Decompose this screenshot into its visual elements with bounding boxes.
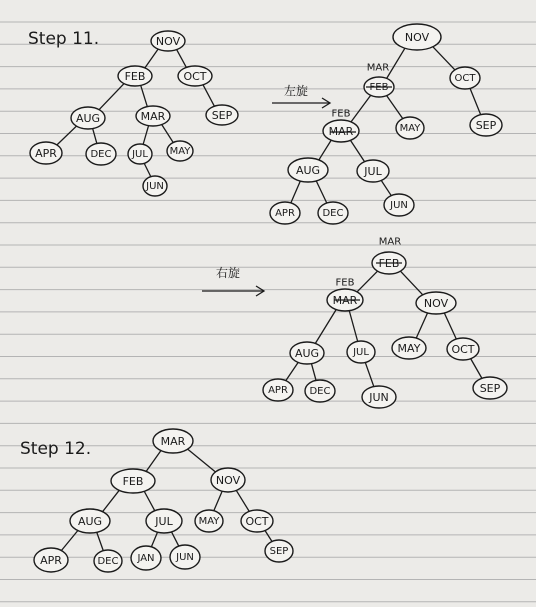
tree-node-aug [288, 158, 328, 182]
node-label: APR [268, 385, 288, 396]
tree-edge [291, 181, 301, 204]
tree-node-oct [447, 338, 479, 360]
tree-edge [143, 126, 149, 145]
tree-edge [144, 491, 155, 512]
tree-node-may [195, 510, 223, 532]
node-label: JUN [390, 200, 408, 211]
correction-text: MAR [378, 236, 402, 248]
tree-node-nov [211, 468, 245, 492]
node-label: JUN [176, 552, 194, 563]
node-label: SEP [475, 119, 497, 132]
node-label: FEB [378, 257, 400, 270]
tree-node-nov [151, 31, 185, 51]
tree-node-jun [384, 194, 414, 216]
node-label: MAR [140, 110, 166, 123]
tree-node-apr [270, 202, 300, 224]
tree-edge [386, 95, 403, 119]
tree-node-jul [357, 160, 389, 182]
node-label: NOV [215, 474, 241, 487]
tree-node-jun [143, 176, 167, 196]
tree-node-sep [473, 377, 507, 399]
left-rotation-arrow [272, 83, 330, 108]
tree-step11-right-rotated [263, 252, 507, 408]
node-label: SEP [211, 109, 233, 122]
tree-edge [350, 95, 371, 123]
tree-node-jun [170, 545, 200, 569]
tree-edge [350, 140, 365, 163]
step-12-label: Step 12. [20, 439, 92, 459]
node-label: OCT [454, 73, 476, 84]
tree-node-sep [470, 114, 502, 136]
tree-edge [98, 83, 125, 111]
tree-edge [365, 362, 374, 387]
tree-node-oct [450, 67, 480, 89]
tree-node-aug [71, 107, 105, 129]
tree-step11-left-rotated [270, 24, 502, 224]
tree-node-apr [34, 548, 68, 572]
node-label: AUG [295, 164, 321, 177]
tree-node-feb [323, 120, 359, 142]
tree-edge [176, 49, 186, 68]
tree-node-apr [30, 142, 62, 164]
tree-step11-initial [30, 31, 238, 196]
node-label: APR [35, 147, 57, 160]
tree-node-feb [118, 66, 152, 86]
tree-edge [214, 491, 223, 511]
node-label: DEC [90, 149, 112, 160]
tree-node-may [392, 337, 426, 359]
correction-text: FEB [331, 108, 351, 120]
node-label: FEB [369, 82, 389, 93]
tree-node-jul [146, 509, 182, 533]
node-label: SEP [269, 546, 289, 557]
node-label: OCT [451, 343, 475, 356]
tree-edge [144, 48, 158, 68]
tree-node-may [396, 117, 424, 139]
node-label: AUG [75, 112, 101, 125]
node-label: DEC [97, 556, 119, 567]
left-rotation-label: 左旋 [283, 84, 309, 98]
tree-node-mar [153, 429, 193, 453]
node-label: AUG [294, 347, 320, 360]
tree-node-apr [263, 379, 293, 401]
tree-edge [186, 448, 217, 473]
tree-node-dec [305, 380, 335, 402]
tree-edge [381, 180, 392, 197]
tree-node-sep [206, 105, 238, 125]
tree-edge [61, 530, 79, 552]
node-label: MAY [397, 342, 421, 355]
node-label: APR [275, 208, 295, 219]
right-rotation-label: 右旋 [215, 266, 241, 280]
node-label: JAN [137, 553, 155, 564]
tree-edge [311, 363, 316, 380]
node-label: FEB [124, 70, 146, 83]
tree-edge [315, 309, 337, 344]
node-label: NOV [155, 35, 181, 48]
node-label: MAY [399, 123, 421, 134]
node-label: APR [40, 554, 62, 567]
tree-node-mar [136, 106, 170, 126]
node-label: OCT [245, 515, 269, 528]
node-label: JUN [146, 181, 164, 192]
node-label: MAR [332, 294, 358, 307]
tree-edge [56, 125, 78, 146]
tree-node-dec [318, 202, 348, 224]
node-label: MAY [198, 516, 220, 527]
tree-node-oct [178, 66, 212, 86]
tree-edge [444, 313, 456, 340]
tree-edge [141, 85, 148, 107]
tree-edge [144, 163, 151, 177]
tree-node-jun [362, 386, 396, 408]
tree-edge [349, 311, 358, 342]
node-label: JUL [353, 347, 369, 358]
tree-edge [470, 358, 482, 379]
tree-node-nov [416, 292, 456, 314]
tree-node-dec [94, 550, 122, 572]
node-label: DEC [322, 208, 344, 219]
node-label: NOV [423, 297, 449, 310]
node-label: DEC [309, 386, 331, 397]
tree-node-jul [347, 341, 375, 363]
tree-edge [171, 531, 179, 546]
node-label: JUL [155, 515, 173, 528]
tree-edge [145, 450, 161, 473]
tree-node-aug [290, 342, 324, 364]
tree-node-aug [70, 509, 110, 533]
node-label: NOV [404, 31, 430, 44]
correction-text: FEB [335, 277, 355, 289]
tree-edge [151, 532, 158, 547]
tree-node-may [167, 141, 193, 161]
node-label: OCT [183, 70, 207, 83]
tree-edge [236, 490, 250, 512]
node-label: SEP [479, 382, 501, 395]
right-rotation-arrow [202, 265, 264, 296]
tree-node-jan [131, 546, 161, 570]
tree-edge [399, 270, 423, 296]
tree-edge [93, 128, 97, 143]
node-label: JUL [364, 165, 382, 178]
tree-edge [102, 489, 120, 513]
node-label: MAY [169, 146, 191, 157]
node-label: FEB [122, 475, 144, 488]
tree-node-jul [128, 144, 152, 164]
tree-node-oct [241, 510, 273, 532]
node-label: JUL [132, 149, 148, 160]
tree-edge [203, 84, 215, 107]
node-label: MAR [160, 435, 186, 448]
tree-node-nov [393, 24, 441, 50]
step-11-label: Step 11. [28, 29, 100, 49]
correction-text: MAR [366, 62, 390, 74]
node-label: JUN [369, 391, 389, 404]
node-label: MAR [328, 125, 354, 138]
tree-node-sep [265, 540, 293, 562]
tree-node-dec [86, 143, 116, 165]
node-label: AUG [77, 515, 103, 528]
tree-edge [265, 530, 273, 542]
tree-edge [318, 139, 331, 160]
tree-node-feb [111, 469, 155, 493]
